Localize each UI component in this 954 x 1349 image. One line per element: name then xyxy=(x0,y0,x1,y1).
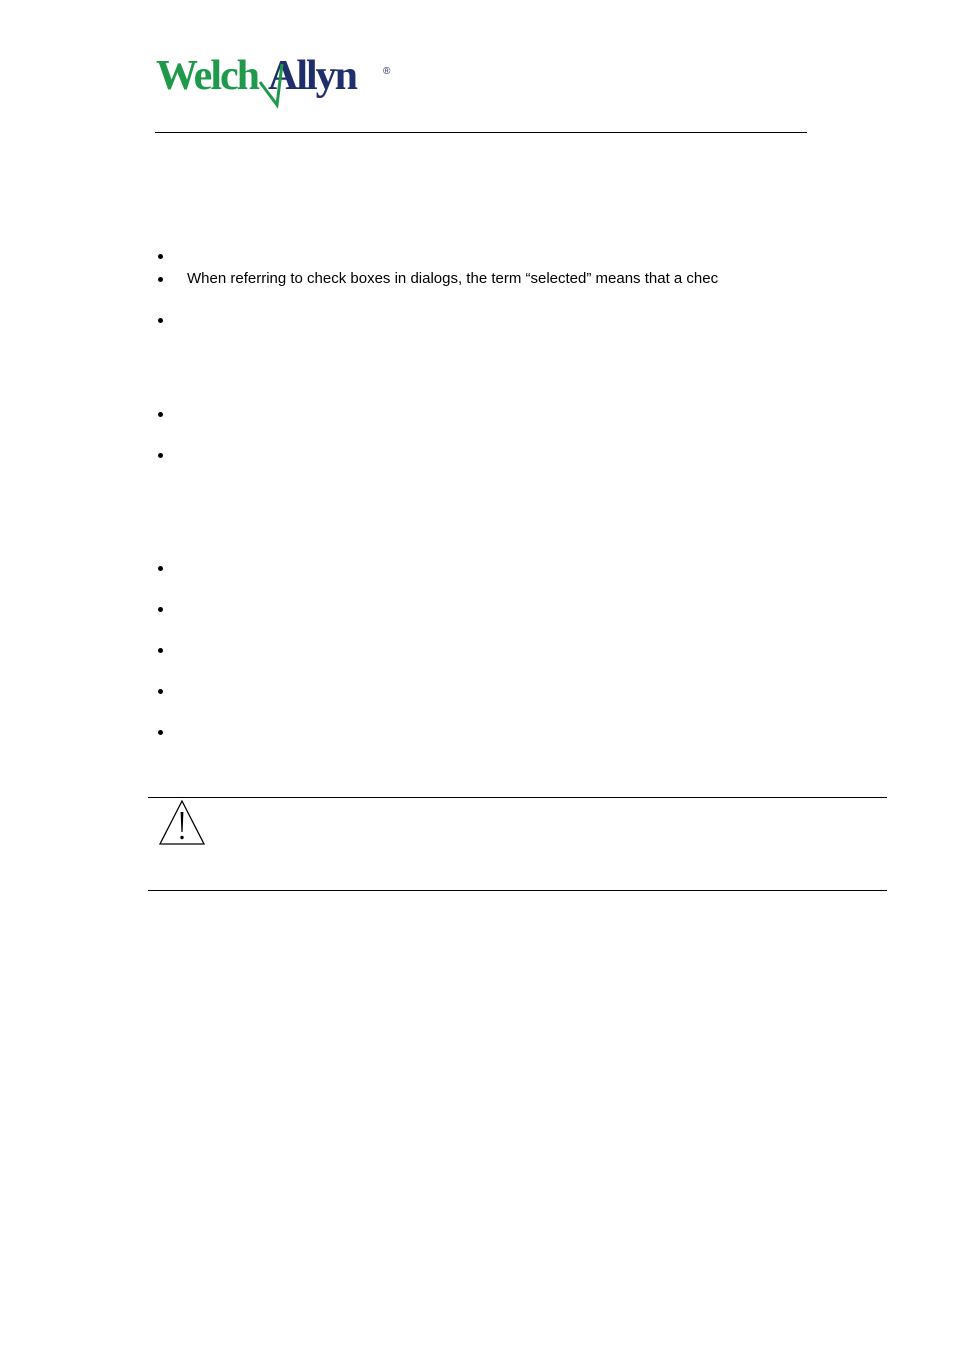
logo-text-welch: Welch xyxy=(156,53,258,99)
list-bullet xyxy=(157,404,165,424)
logo-text-allyn: Allyn xyxy=(268,53,357,99)
list-bullet xyxy=(157,640,165,660)
list-bullet xyxy=(157,599,165,619)
list-bullet xyxy=(157,558,165,578)
list-bullet xyxy=(157,246,165,266)
list-item-text: When referring to check boxes in dialogs, the term “selected” means that a chec xyxy=(187,270,719,287)
warning-triangle-icon xyxy=(158,799,206,845)
logo-graphic xyxy=(156,52,396,110)
list-bullet xyxy=(157,681,165,701)
list-bullet xyxy=(157,310,165,330)
caution-box xyxy=(148,797,887,891)
list-bullet xyxy=(157,269,165,289)
list-bullet xyxy=(157,722,165,742)
welch-allyn-logo xyxy=(156,52,396,110)
list-bullet xyxy=(157,445,165,465)
registered-mark: ® xyxy=(383,66,391,77)
header-divider xyxy=(155,132,807,133)
